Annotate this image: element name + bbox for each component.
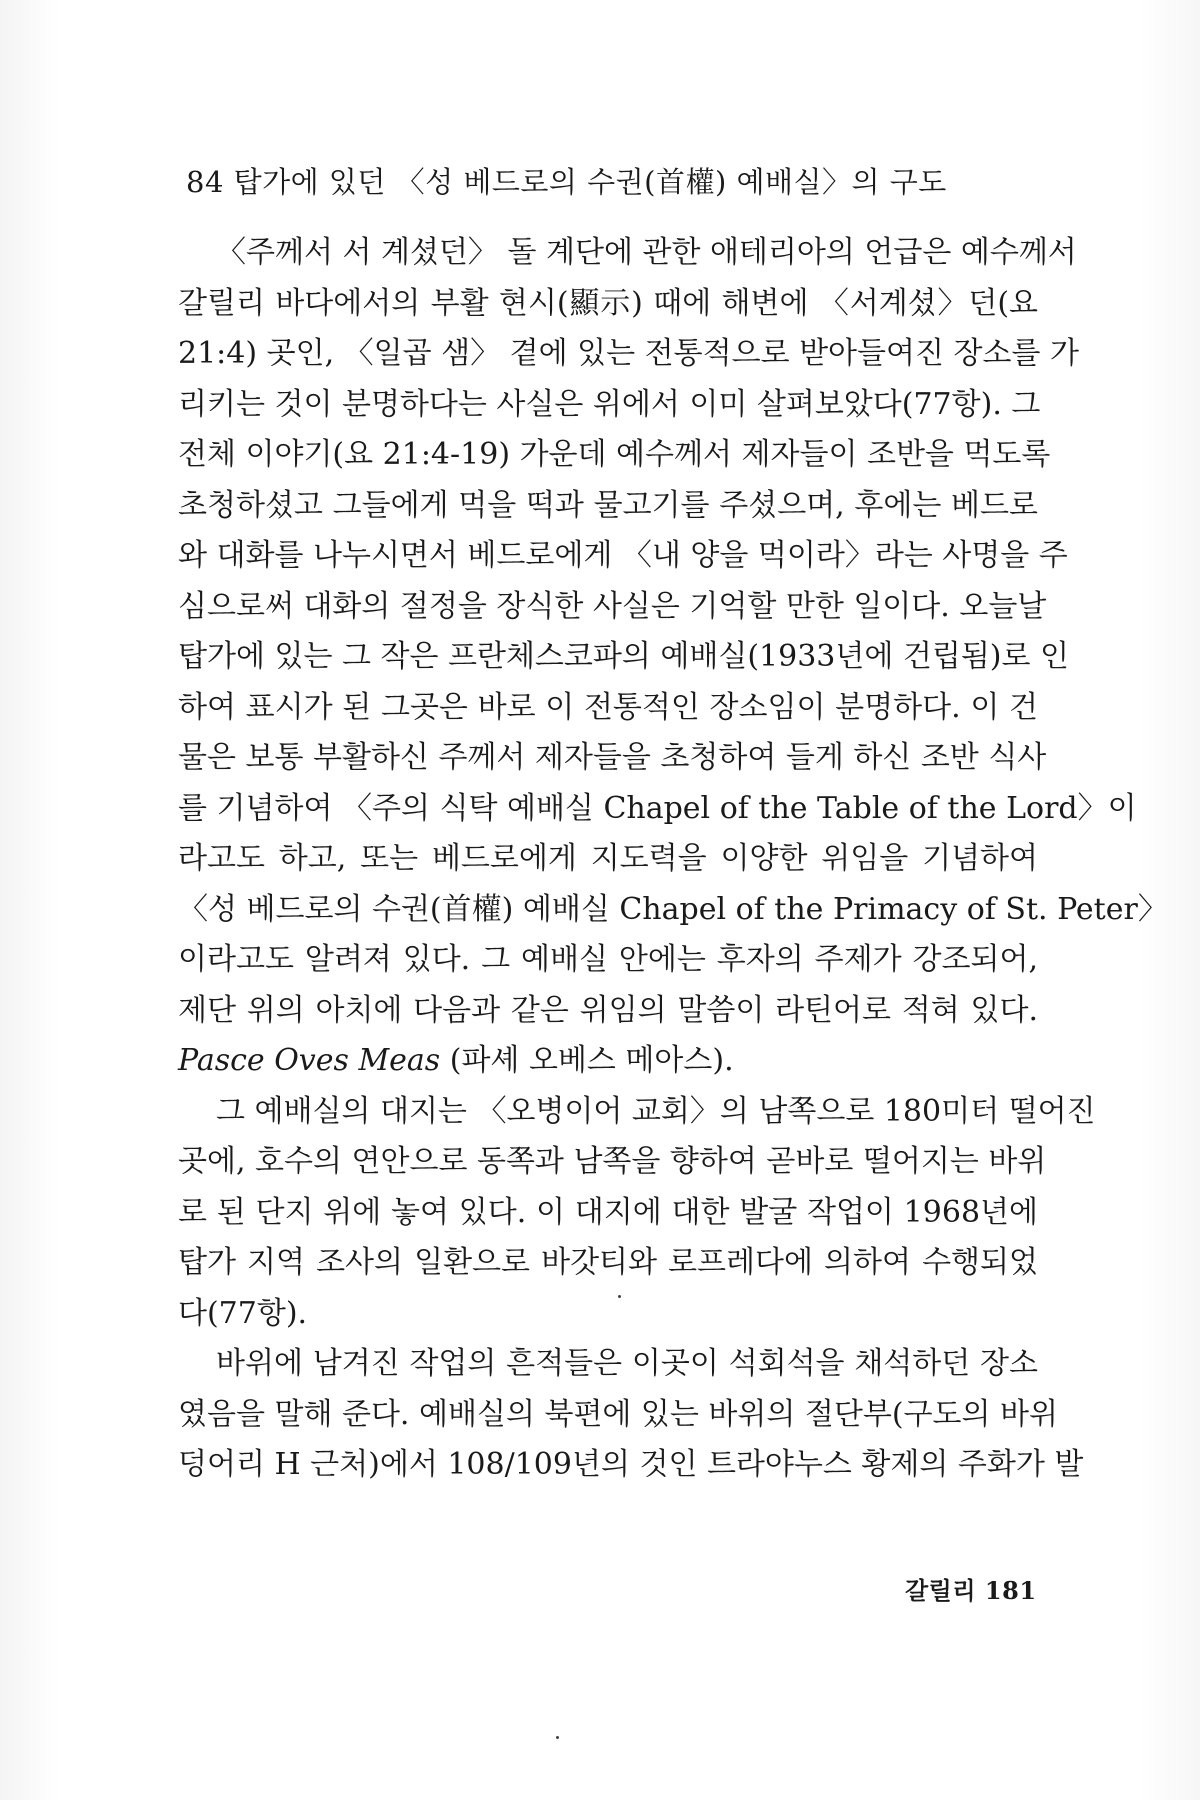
- text-line: 라고도 하고, 또는 베드로에게 지도력을 이양한 위임을 기념하여: [178, 841, 1038, 876]
- text-line: 그 예배실의 대지는 〈오병이어 교회〉의 남쪽으로 180미터 떨어진: [216, 1093, 1096, 1129]
- text-line: 하여 표시가 된 그곳은 바로 이 전통적인 장소임이 분명하다. 이 건: [178, 689, 1038, 725]
- text-line: 초청하셨고 그들에게 먹을 떡과 물고기를 주셨으며, 후에는 베드로: [178, 487, 1038, 523]
- body-text: [178, 228, 1168, 1491]
- text-line: 다(77항).: [178, 1295, 308, 1331]
- scan-speck: [618, 1295, 621, 1298]
- text-line: 로 된 단지 위에 놓여 있다. 이 대지에 대한 발굴 작업이 1968년에: [178, 1194, 1038, 1230]
- text-line: 물은 보통 부활하신 주께서 제자들을 초청하여 들게 하신 조반 식사: [178, 740, 1047, 775]
- text-line: 심으로써 대화의 절정을 장식한 사실은 기억할 만한 일이다. 오늘날: [178, 588, 1047, 624]
- latin-phrase: Pasce Oves Meas: [178, 1043, 441, 1078]
- page-footer: [905, 1571, 1037, 1606]
- figure-caption: 84 탑가에 있던 〈성 베드로의 수권(首權) 예배실〉의 구도: [186, 165, 947, 199]
- text-line: 탑가에 있는 그 작은 프란체스코파의 예배실(1933년에 건립됨)로 인: [178, 639, 1070, 674]
- text-line: 〈주께서 서 계셨던〉 돌 계단에 관한 애테리아의 언급은 예수께서: [216, 235, 1077, 270]
- text-line: 〈성 베드로의 수권(首權) 예배실 Chapel of the Primacy of St. Peter〉: [178, 891, 1168, 927]
- paragraph-2: [178, 1087, 1096, 1340]
- text-line: 였음을 말해 준다. 예배실의 북편에 있는 바위의 절단부(구도의 바위: [178, 1396, 1058, 1432]
- text-line: 를 기념하여 〈주의 식탁 예배실 Chapel of the Table of the Lord〉이: [178, 790, 1137, 826]
- text-line: 곳에, 호수의 연안으로 동쪽과 남쪽을 향하여 곧바로 떨어지는 바위: [178, 1144, 1047, 1179]
- page-number: 181: [984, 1576, 1037, 1605]
- running-section-title: 갈릴리: [905, 1576, 977, 1605]
- text-line: 이라고도 알려져 있다. 그 예배실 안에는 후자의 주제가 강조되어,: [178, 942, 1038, 977]
- paragraph-1: [178, 228, 1168, 1087]
- text-line: 제단 위의 아치에 다음과 같은 위임의 말씀이 라틴어로 적혀 있다.: [178, 992, 1038, 1028]
- text-line: 리키는 것이 분명하다는 사실은 위에서 이미 살펴보았다(77항). 그: [178, 386, 1041, 422]
- text-line: 덩어리 H 근처)에서 108/109년의 것인 트라야누스 황제의 주화가 발: [178, 1447, 1084, 1482]
- paragraph-3: [178, 1339, 1084, 1491]
- text-line: 탑가 지역 조사의 일환으로 바갓티와 로프레다에 의하여 수행되었: [178, 1245, 1038, 1280]
- text-line: 전체 이야기(요 21:4-19) 가운데 예수께서 제자들이 조반을 먹도록: [178, 437, 1051, 472]
- text-line: 와 대화를 나누시면서 베드로에게 〈내 양을 먹이라〉라는 사명을 주: [178, 538, 1068, 573]
- latin-phrase-line: [178, 1036, 1038, 1087]
- text-line: 21:4) 곳인, 〈일곱 샘〉 곁에 있는 전통적으로 받아들여진 장소를 가: [178, 336, 1079, 371]
- latin-gloss: (파셰 오베스 메아스).: [449, 1043, 734, 1078]
- text-line: 바위에 남겨진 작업의 흔적들은 이곳이 석회석을 채석하던 장소: [216, 1346, 1038, 1381]
- text-line: 갈릴리 바다에서의 부활 현시(顯示) 때에 해변에 〈서계셨〉던(요: [178, 285, 1038, 321]
- scan-speck: [556, 1736, 559, 1739]
